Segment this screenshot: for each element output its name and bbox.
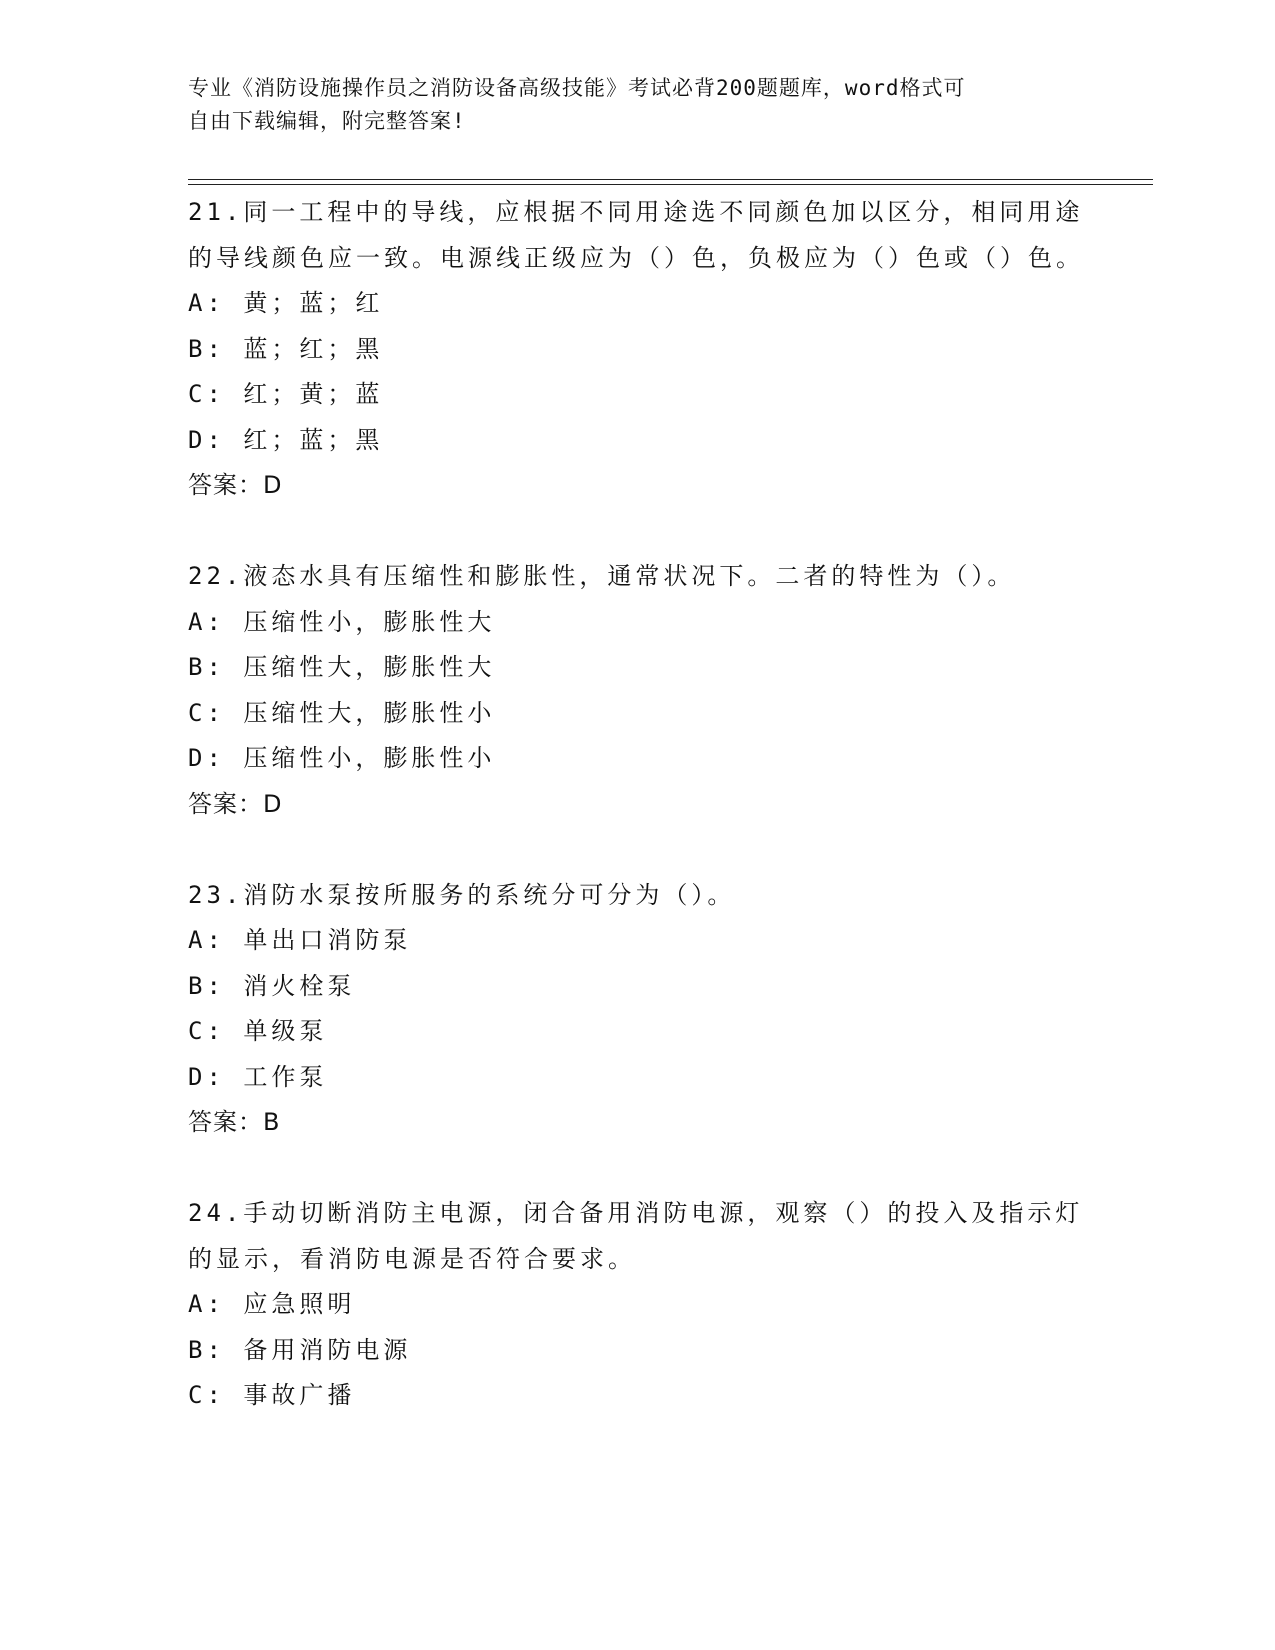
question-stem: 24.手动切断消防主电源，闭合备用消防电源，观察（）的投入及指示灯的显示，看消防电源是否符合要求。: [188, 1199, 1084, 1273]
option-letter: D:: [188, 1062, 225, 1091]
option-b: [188, 327, 1088, 373]
option-text: 黄；蓝；红: [243, 289, 384, 317]
option-text: 备用消防电源: [243, 1335, 412, 1364]
option-letter: A:: [188, 926, 225, 954]
option-d: [188, 1055, 1088, 1101]
question-stem: 22.液态水具有压缩性和膨胀性，通常状况下。二者的特性为（）。: [188, 562, 1016, 590]
option-a: [188, 1282, 1088, 1328]
document-header: [188, 72, 1068, 138]
option-letter: D:: [188, 425, 225, 454]
option-a: [188, 281, 1088, 327]
option-text: 蓝；红；黑: [243, 334, 384, 363]
question-24: [188, 1191, 1088, 1419]
option-text: 单出口消防泵: [243, 926, 412, 954]
option-letter: D:: [188, 744, 225, 772]
header-line-2: 自由下载编辑，附完整答案!: [188, 109, 466, 133]
question-23: [188, 873, 1088, 1146]
option-c: [188, 372, 1088, 418]
option-b: [188, 1328, 1088, 1374]
option-text: 压缩性大，膨胀性小: [243, 698, 496, 727]
header-line-1: 专业《消防设施操作员之消防设备高级技能》考试必背200题题库，word格式可: [188, 76, 966, 100]
answer-line: 答案：D: [188, 471, 283, 499]
option-d: [188, 418, 1088, 464]
option-letter: B:: [188, 1335, 225, 1364]
option-text: 消火栓泵: [243, 971, 356, 1000]
option-letter: B:: [188, 334, 225, 363]
question-stem: 23.消防水泵按所服务的系统分可分为（）。: [188, 880, 736, 909]
option-letter: A:: [188, 607, 225, 636]
option-b: [188, 964, 1088, 1010]
option-letter: A:: [188, 289, 225, 317]
option-letter: A:: [188, 1290, 225, 1318]
option-letter: C:: [188, 380, 225, 408]
option-text: 红；蓝；黑: [243, 425, 384, 454]
option-text: 工作泵: [243, 1062, 328, 1091]
option-letter: B:: [188, 971, 225, 1000]
option-a: [188, 600, 1088, 646]
option-d: [188, 736, 1088, 782]
option-text: 单级泵: [243, 1017, 328, 1045]
question-list: [188, 190, 1088, 1464]
option-c: [188, 1009, 1088, 1055]
option-text: 压缩性小，膨胀性大: [243, 607, 496, 636]
option-a: [188, 918, 1088, 964]
answer-line: 答案：B: [188, 1108, 281, 1136]
option-letter: C:: [188, 698, 225, 727]
option-text: 应急照明: [243, 1290, 356, 1318]
question-21: [188, 190, 1088, 509]
option-c: [188, 1373, 1088, 1419]
header-divider: [188, 179, 1153, 185]
option-text: 红；黄；蓝: [243, 380, 384, 408]
option-text: 事故广播: [243, 1381, 356, 1409]
option-letter: C:: [188, 1017, 225, 1045]
option-letter: B:: [188, 653, 225, 681]
answer-line: 答案：D: [188, 789, 283, 818]
option-text: 压缩性大，膨胀性大: [243, 653, 496, 681]
option-c: [188, 691, 1088, 737]
option-letter: C:: [188, 1381, 225, 1409]
option-text: 压缩性小，膨胀性小: [243, 744, 496, 772]
question-stem: 21.同一工程中的导线，应根据不同用途选不同颜色加以区分，相同用途的导线颜色应一致。电源线正级应为（）色，负极应为（）色或（）色。: [188, 198, 1084, 272]
option-b: [188, 645, 1088, 691]
question-22: [188, 554, 1088, 827]
